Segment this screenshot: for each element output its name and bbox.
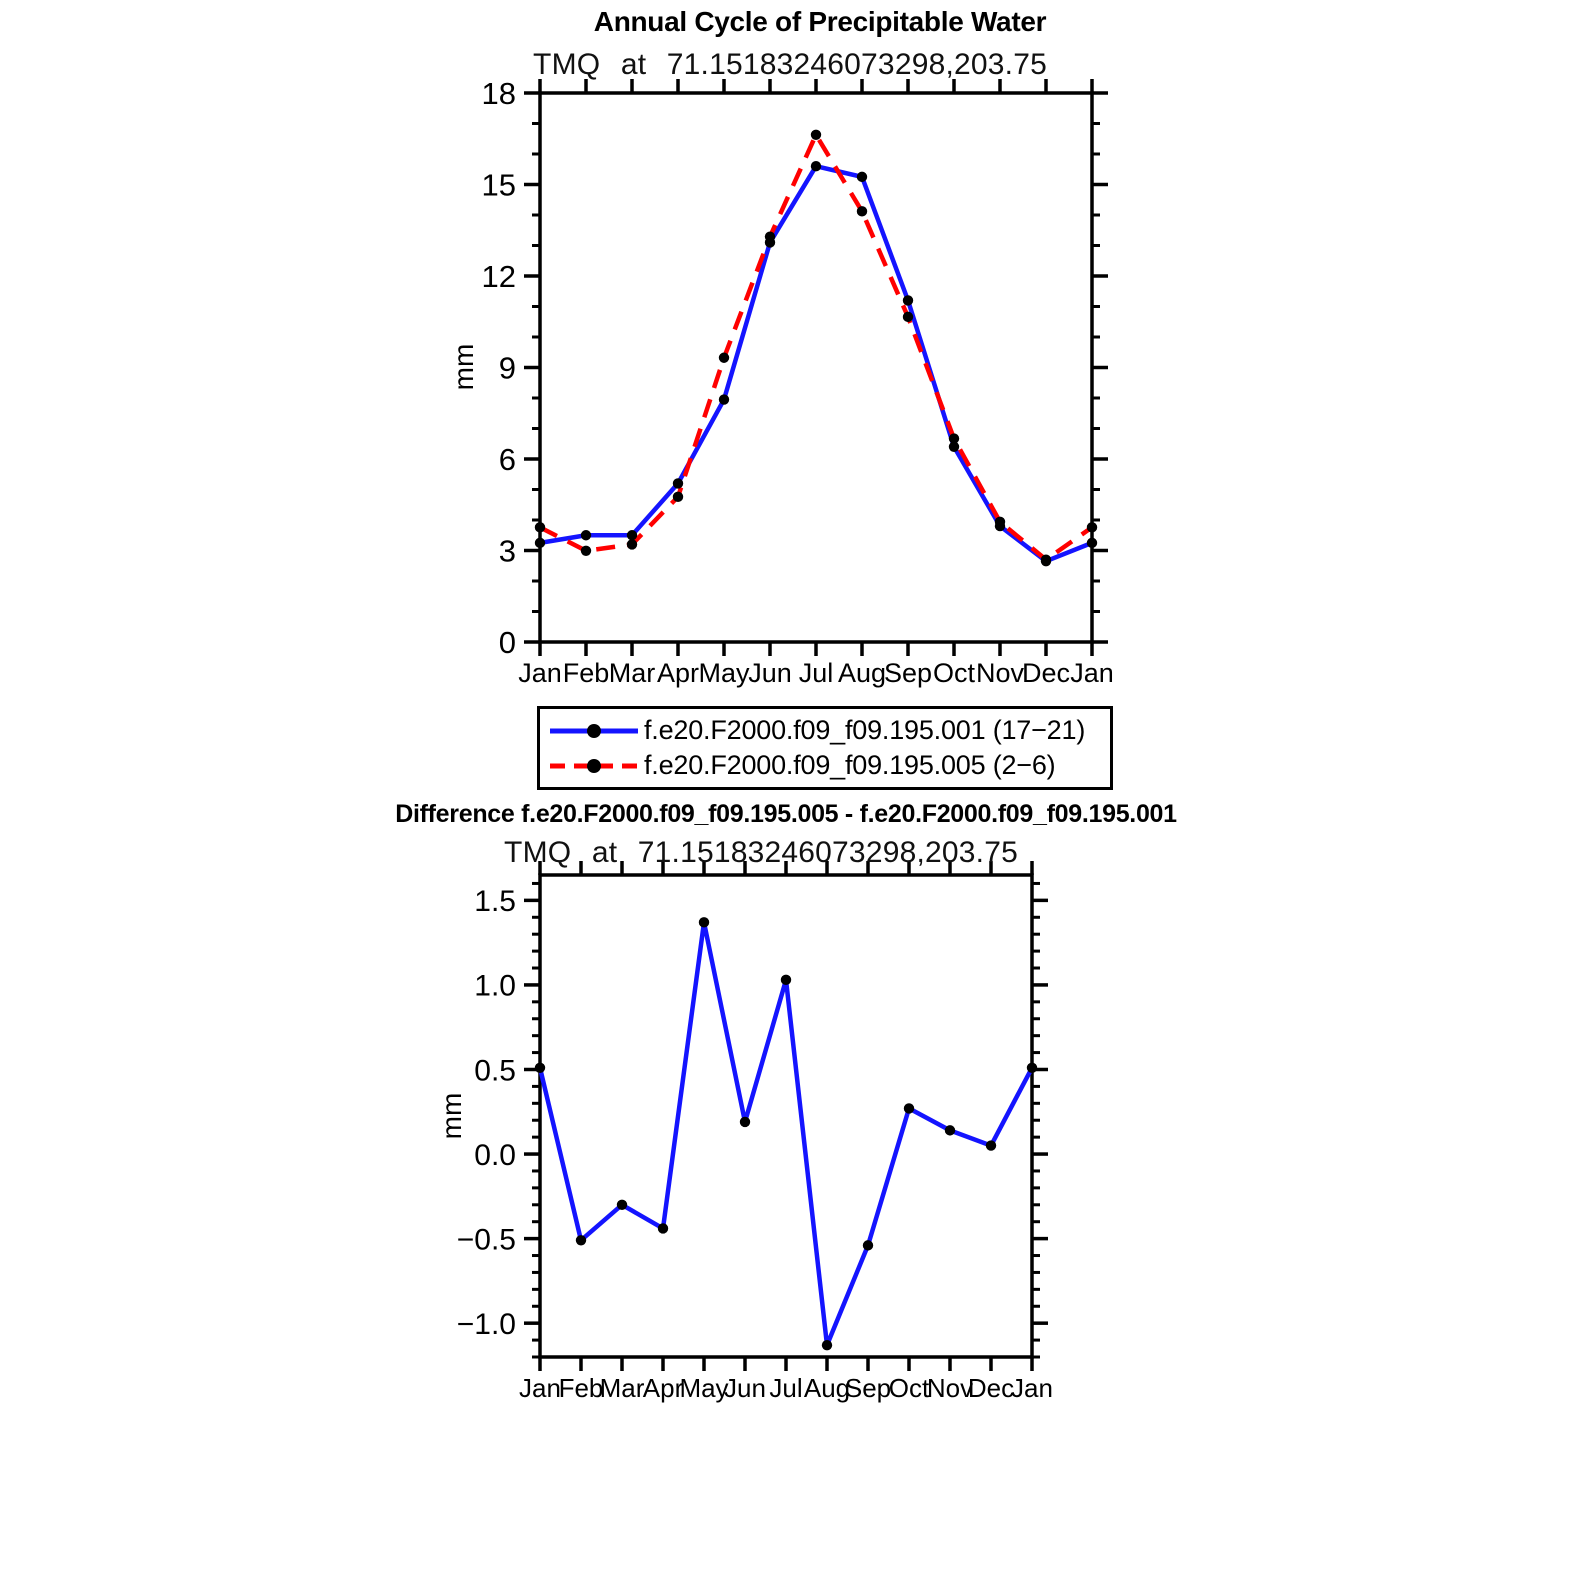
x-tick-label: Jan <box>518 658 562 688</box>
bottom-chart-subtitle: TMQ at 71.15183246073298,203.75 <box>504 836 1018 869</box>
y-tick-label: 0.5 <box>474 1054 516 1088</box>
data-point <box>904 1103 914 1113</box>
series-line <box>540 135 1092 560</box>
x-tick-label: Nov <box>975 658 1025 688</box>
y-tick-label: 3 <box>498 533 516 569</box>
series-line <box>540 166 1092 561</box>
data-point <box>535 1063 545 1073</box>
data-point <box>1087 522 1097 532</box>
y-tick-label: 6 <box>498 442 516 478</box>
legend-label-series2: f.e20.F2000.f09_f09.195.005 (2−6) <box>644 750 1056 780</box>
data-point <box>945 1125 955 1135</box>
bottom-chart-y-axis-label: mm <box>436 1092 467 1140</box>
data-point <box>627 539 637 549</box>
bottom-chart <box>457 861 1053 1403</box>
x-tick-label: Jan <box>519 1373 561 1403</box>
series-line <box>540 922 1032 1345</box>
data-point <box>995 517 1005 527</box>
y-tick-label: 9 <box>498 350 516 386</box>
data-point <box>903 312 913 322</box>
legend-line-dashed-icon <box>548 756 644 776</box>
data-point <box>658 1223 668 1233</box>
data-point <box>781 975 791 985</box>
x-tick-label: Oct <box>932 658 976 688</box>
x-tick-label: Feb <box>558 1373 604 1403</box>
data-point <box>811 130 821 140</box>
y-tick-label: 15 <box>481 167 516 203</box>
legend-item-series1 <box>548 715 1106 746</box>
data-point <box>1087 538 1097 548</box>
y-tick-label: 18 <box>481 76 516 112</box>
plot-frame <box>540 93 1092 642</box>
top-chart <box>482 76 1114 688</box>
data-point <box>811 161 821 171</box>
x-tick-label: May <box>698 658 750 688</box>
x-tick-label: May <box>679 1373 729 1403</box>
x-tick-label: Jul <box>798 658 834 688</box>
x-tick-label: Aug <box>837 658 887 688</box>
data-point <box>740 1117 750 1127</box>
legend-item-series2 <box>548 750 1106 781</box>
top-chart-y-axis-label: mm <box>448 343 479 391</box>
x-tick-label: Dec <box>967 1373 1015 1403</box>
data-point <box>903 295 913 305</box>
top-chart-title: Annual Cycle of Precipitable Water <box>593 6 1047 37</box>
top-chart-subtitle: TMQ at 71.15183246073298,203.75 <box>533 48 1047 81</box>
x-tick-label: Dec <box>1021 658 1071 688</box>
data-point <box>765 231 775 241</box>
data-point <box>627 530 637 540</box>
data-point <box>699 917 709 927</box>
y-tick-label: 1.0 <box>474 969 516 1003</box>
y-tick-label: 12 <box>481 259 516 295</box>
data-point <box>1041 554 1051 564</box>
y-tick-label: −0.5 <box>456 1223 516 1257</box>
x-tick-label: Oct <box>888 1373 930 1403</box>
data-point <box>617 1200 627 1210</box>
data-point <box>576 1235 586 1245</box>
data-point <box>535 522 545 532</box>
legend-line-solid-icon <box>548 721 644 741</box>
plot-frame <box>540 875 1032 1357</box>
x-tick-label: Aug <box>803 1373 851 1403</box>
legend-label-series1: f.e20.F2000.f09_f09.195.001 (17−21) <box>644 715 1086 745</box>
bottom-chart-title: Difference f.e20.F2000.f09_f09.195.005 - f.e20.F2000.f09_f09.195.001 <box>395 800 1177 828</box>
data-point <box>719 394 729 404</box>
y-tick-label: 0.0 <box>474 1138 516 1172</box>
x-tick-label: Jan <box>1011 1373 1053 1403</box>
data-point <box>863 1240 873 1250</box>
x-tick-label: Mar <box>608 658 656 688</box>
data-point <box>949 433 959 443</box>
data-point <box>673 478 683 488</box>
data-point <box>581 546 591 556</box>
y-tick-label: −1.0 <box>456 1307 516 1341</box>
data-point <box>581 530 591 540</box>
x-tick-label: Feb <box>562 658 610 688</box>
data-point <box>1027 1063 1037 1073</box>
data-point <box>535 538 545 548</box>
data-point <box>986 1140 996 1150</box>
data-point <box>719 353 729 363</box>
y-tick-label: 1.5 <box>474 885 516 919</box>
x-tick-label: Jun <box>724 1373 766 1403</box>
x-tick-label: Nov <box>926 1373 974 1403</box>
data-point <box>822 1340 832 1350</box>
x-tick-label: Jan <box>1070 658 1114 688</box>
x-tick-label: Jun <box>748 658 792 688</box>
data-point <box>857 206 867 216</box>
data-point <box>857 172 867 182</box>
x-tick-label: Sep <box>883 658 933 688</box>
x-tick-label: Apr <box>656 658 700 688</box>
x-tick-label: Sep <box>844 1373 892 1403</box>
data-point <box>673 492 683 502</box>
x-tick-label: Mar <box>599 1373 645 1403</box>
x-tick-label: Apr <box>642 1373 684 1403</box>
y-tick-label: 0 <box>498 625 516 661</box>
legend <box>537 706 1113 790</box>
x-tick-label: Jul <box>769 1373 803 1403</box>
